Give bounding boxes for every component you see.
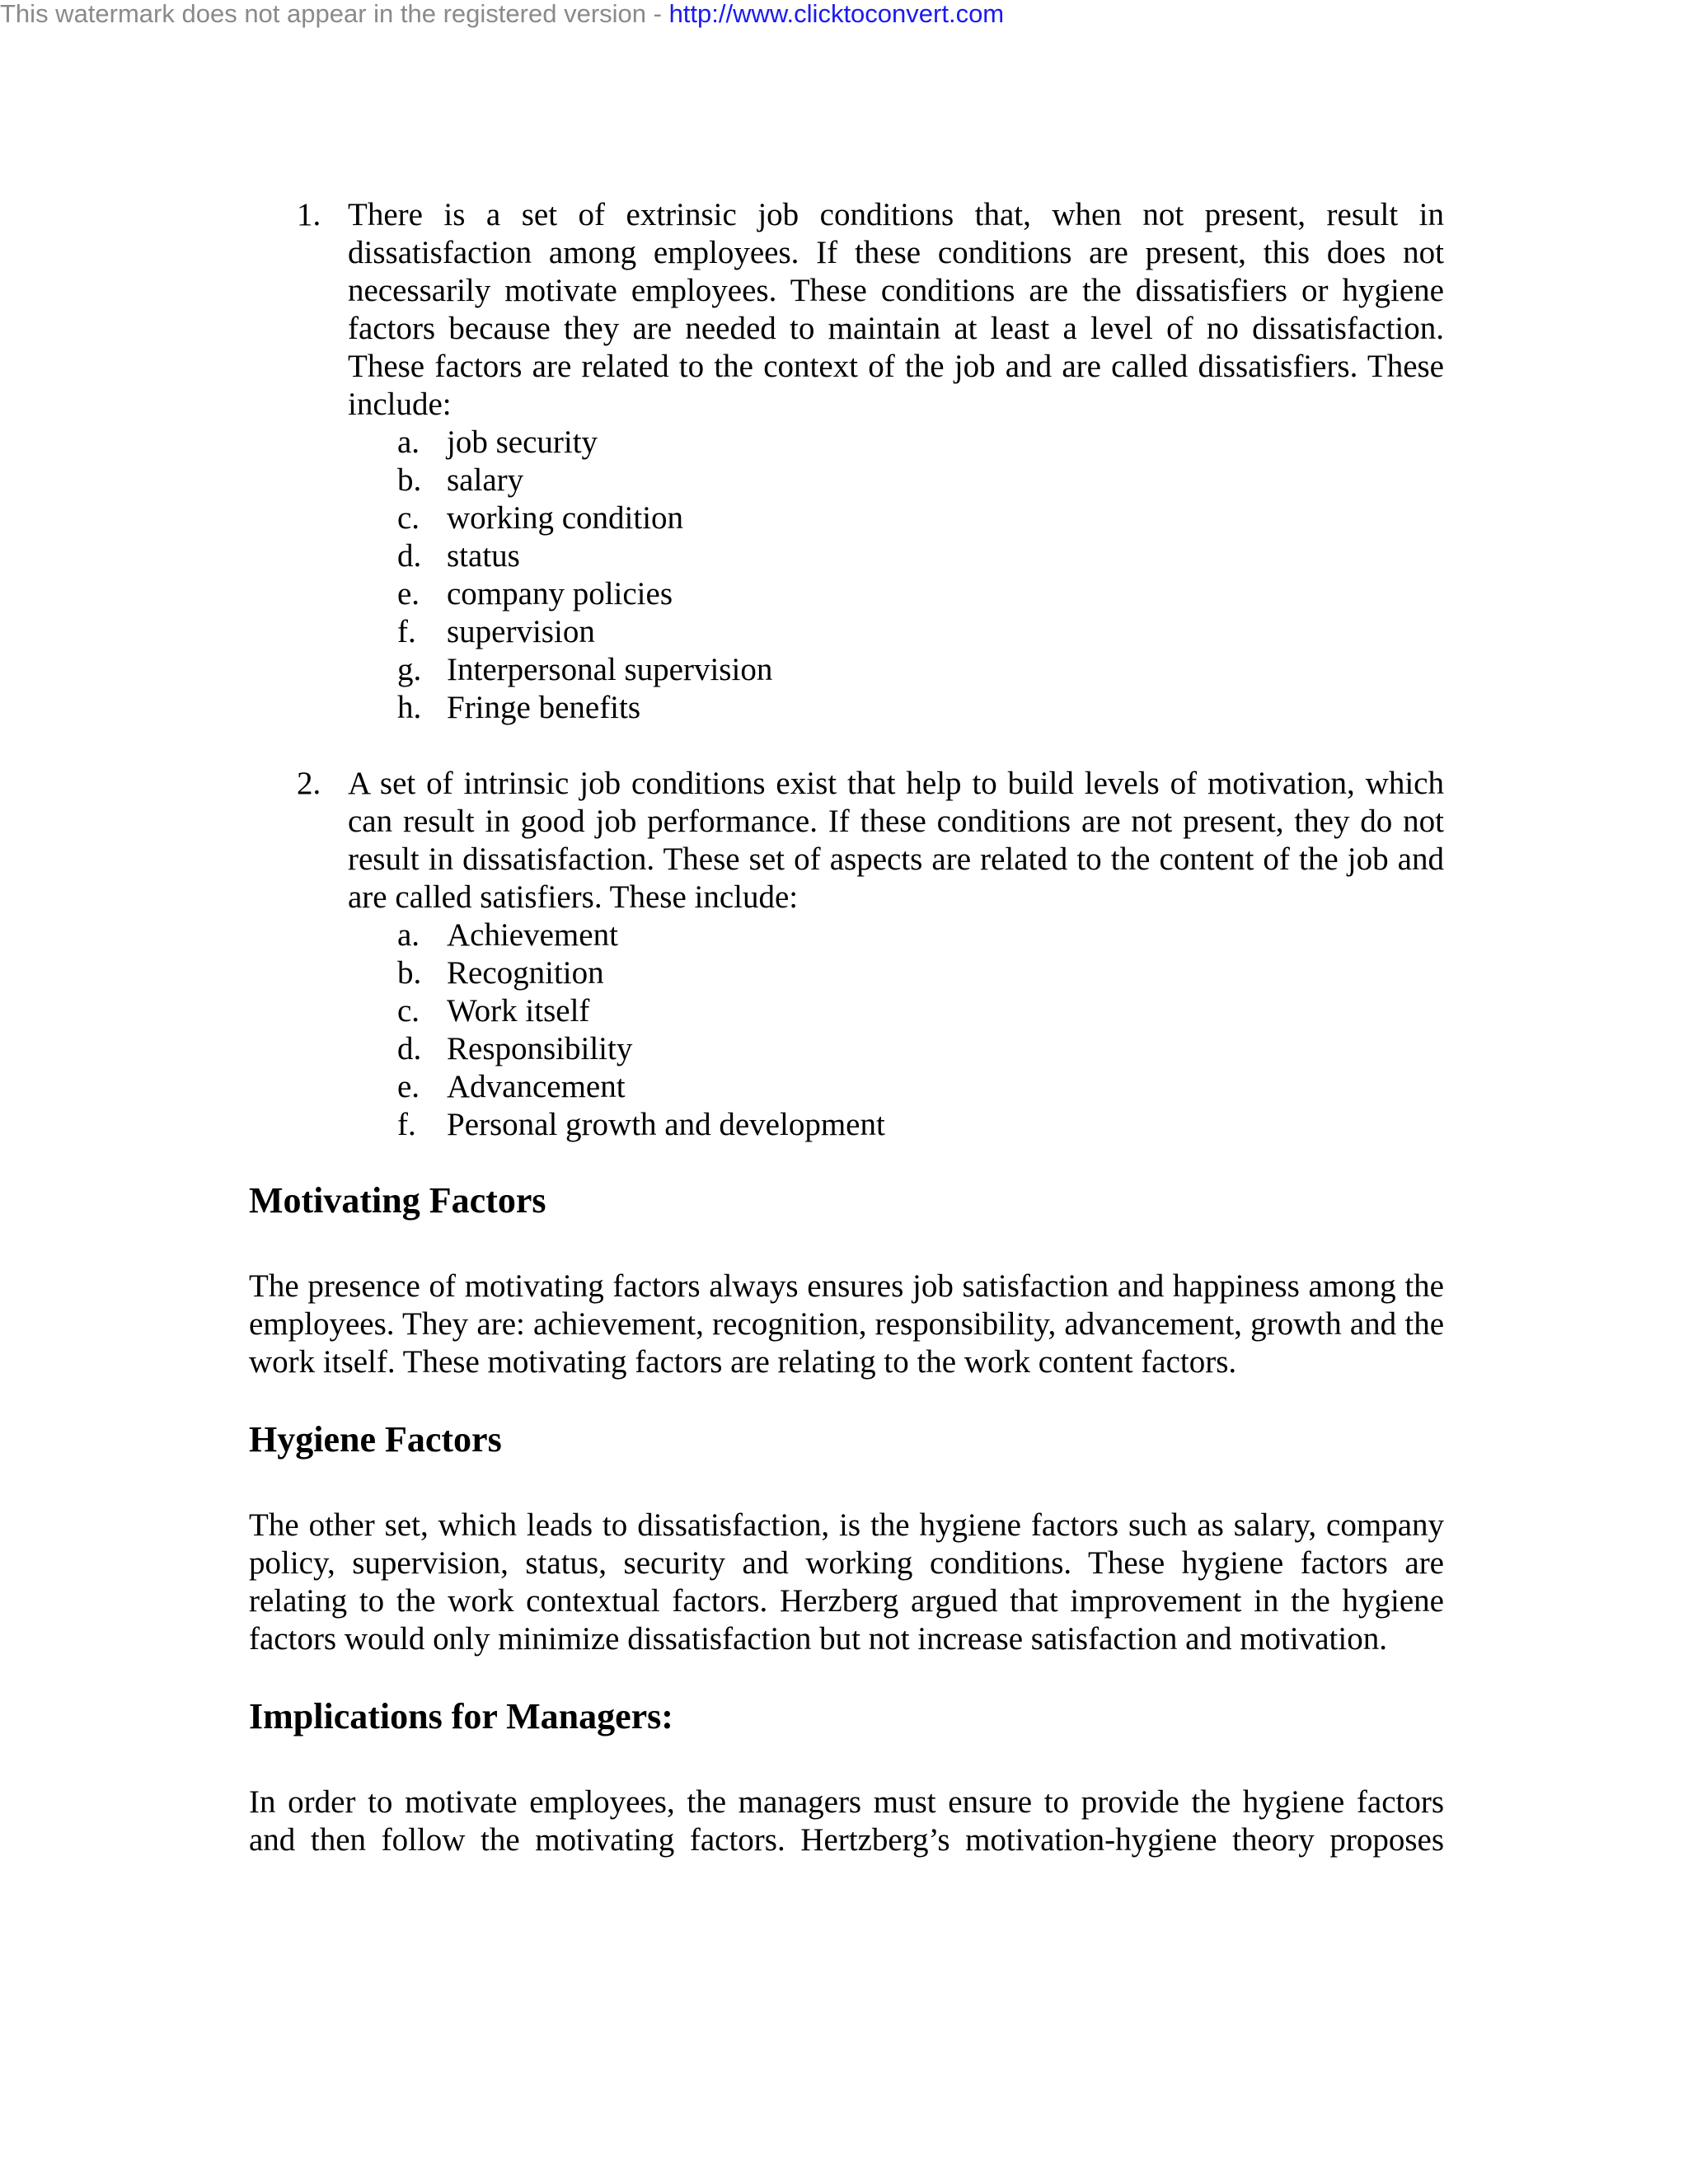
sublist-text: working condition (447, 500, 684, 536)
sublist-letter: f. (397, 1107, 416, 1142)
sublist-item (348, 499, 1444, 537)
sublist-letter: c. (397, 993, 420, 1029)
sublist-text: Recognition (447, 955, 604, 991)
sublist-letter: a. (397, 917, 420, 953)
list-item-text: There is a set of extrinsic job conditions that, when not present, result in dissatisfaction among employees. If these conditions are present, this does not necessarily motivate employees. These conditions are the dissatisfiers or hygiene factors because they are needed to maintain at least a level of no dissatisfaction. These factors are related to the context of the job and are called dissatisfiers. These include: (348, 197, 1444, 422)
list-item-2 (249, 765, 1444, 1144)
document-page (249, 196, 1444, 1859)
watermark-text: This watermark does not appear in the registered version - (0, 0, 669, 28)
list-item-number: 2. (297, 766, 321, 801)
sublist-item (348, 916, 1444, 954)
hygiene-factors-heading: Hygiene Factors (249, 1419, 502, 1460)
sublist-item (348, 613, 1444, 651)
sublist-letter: e. (397, 576, 420, 612)
motivating-factors-heading: Motivating Factors (249, 1180, 546, 1221)
list-item-1 (249, 196, 1444, 727)
sublist-item (348, 954, 1444, 992)
sublist-text: status (447, 538, 520, 574)
watermark-link[interactable]: http://www.clicktoconvert.com (668, 0, 1005, 28)
sublist-letter: b. (397, 955, 422, 991)
dissatisfiers-sublist (348, 424, 1444, 727)
sublist-item (348, 537, 1444, 575)
sublist-item (348, 462, 1444, 499)
sublist-item (348, 1106, 1444, 1144)
implications-paragraph: In order to motivate employees, the managers must ensure to provide the hygiene factors and then follow the motivating factors. Hertzberg’s motivation-hygiene theory proposes (249, 1784, 1444, 1858)
sublist-letter: d. (397, 1031, 422, 1066)
motivating-factors-paragraph: The presence of motivating factors always ensures job satisfaction and happiness among the employees. They are: achievement, recognition, responsibility, advancement, growth and the work itself. These motivating factors are relating to the work content factors. (249, 1268, 1444, 1380)
sublist-text: Fringe benefits (447, 690, 641, 725)
sublist-item (348, 689, 1444, 727)
sublist-letter: f. (397, 614, 416, 649)
sublist-item (348, 575, 1444, 613)
sublist-item (348, 1068, 1444, 1106)
sublist-text: Achievement (447, 917, 618, 953)
sublist-letter: a. (397, 424, 420, 460)
sublist-letter: e. (397, 1069, 420, 1104)
watermark-banner (0, 0, 1004, 28)
sublist-item (348, 424, 1444, 462)
sublist-text: Work itself (447, 993, 590, 1029)
sublist-letter: c. (397, 500, 420, 536)
sublist-item (348, 1030, 1444, 1068)
sublist-letter: b. (397, 462, 422, 498)
list-item-number: 1. (297, 197, 321, 232)
list-item-text: A set of intrinsic job conditions exist that help to build levels of motivation, which can result in good job performance. If these conditions are not present, they do not result in dissatisfaction. These set of aspects are related to the content of the job and are called satisfiers. These include: (348, 766, 1444, 915)
sublist-item (348, 651, 1444, 689)
implications-heading: Implications for Managers: (249, 1696, 673, 1736)
sublist-text: job security (447, 424, 598, 460)
sublist-text: Personal growth and development (447, 1107, 885, 1142)
sublist-letter: d. (397, 538, 422, 574)
sublist-text: salary (447, 462, 524, 498)
sublist-text: supervision (447, 614, 595, 649)
sublist-text: Interpersonal supervision (447, 652, 773, 687)
sublist-letter: g. (397, 652, 422, 687)
sublist-text: Advancement (447, 1069, 626, 1104)
sublist-item (348, 992, 1444, 1030)
sublist-text: company policies (447, 576, 673, 612)
hygiene-factors-paragraph: The other set, which leads to dissatisfaction, is the hygiene factors such as salary, company policy, supervision, status, security and working conditions. These hygiene factors are relating to the work contextual factors. Herzberg argued that improvement in the hygiene factors would only minimize dissatisfaction but not increase satisfaction and motivation. (249, 1507, 1444, 1657)
sublist-text: Responsibility (447, 1031, 633, 1066)
sublist-letter: h. (397, 690, 422, 725)
satisfiers-sublist (348, 916, 1444, 1144)
